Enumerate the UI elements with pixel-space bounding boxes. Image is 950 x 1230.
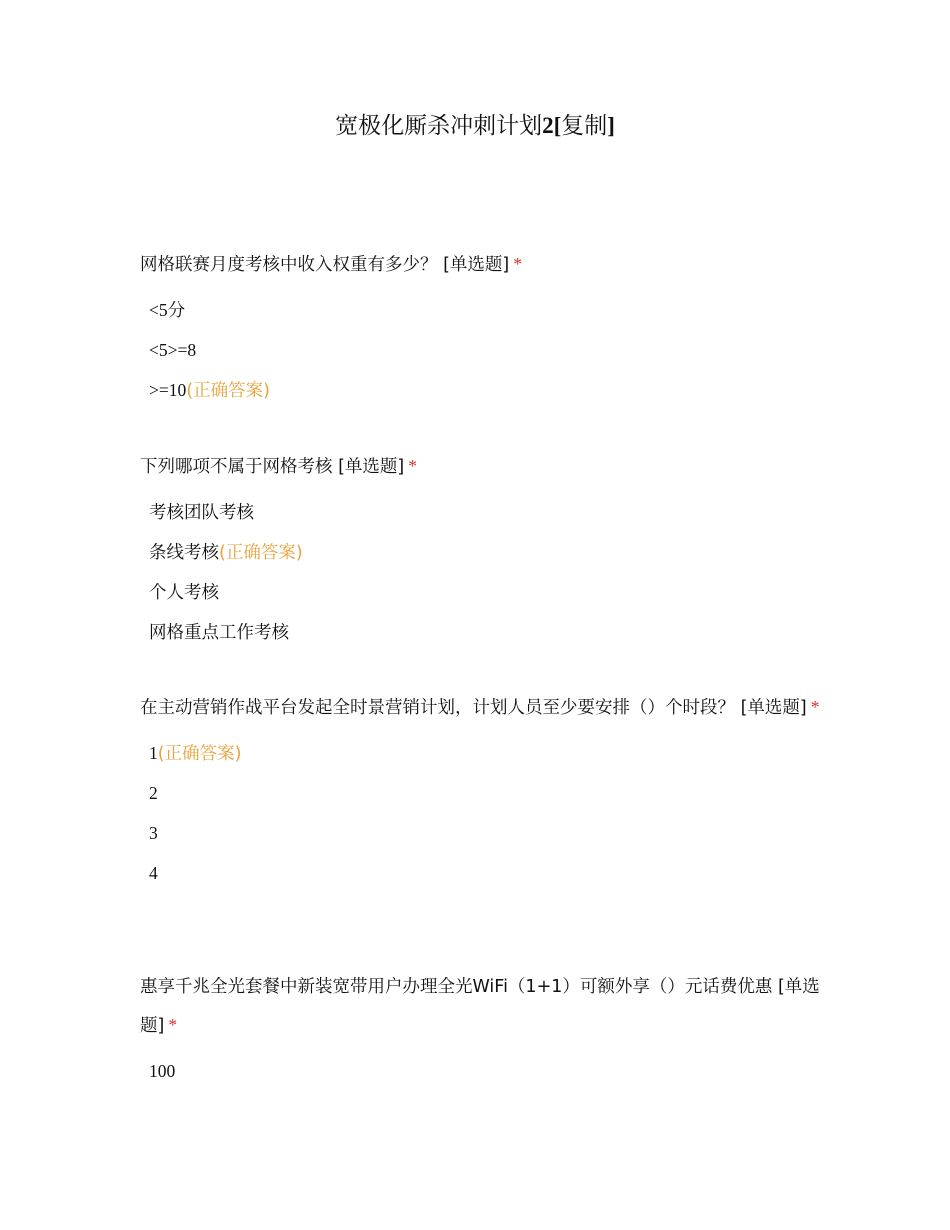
option-item[interactable] — [149, 330, 820, 370]
required-mark: * — [810, 697, 820, 717]
question-type-tag: [单选题] — [740, 698, 807, 718]
question-stem: 在主动营销作战平台发起全时景营销计划，计划人员至少要安排（）个时段？ — [140, 698, 735, 718]
question-1 — [140, 245, 820, 410]
question-3 — [140, 688, 820, 893]
question-type-tag: [单选题] — [338, 457, 405, 477]
question-4 — [140, 968, 820, 1091]
option-item[interactable] — [149, 572, 820, 612]
option-item[interactable] — [149, 532, 820, 572]
required-mark: * — [408, 456, 417, 476]
option-label: 1 — [149, 743, 158, 763]
option-label: 100 — [149, 1061, 176, 1081]
document-title — [0, 110, 950, 142]
required-mark: * — [168, 1015, 178, 1035]
question-text — [140, 688, 820, 727]
option-label: 网格重点工作考核 — [149, 623, 289, 643]
option-item[interactable] — [149, 773, 820, 813]
required-mark: * — [513, 254, 522, 274]
option-item[interactable] — [149, 492, 820, 532]
option-label: 条线考核 — [149, 543, 219, 563]
question-text — [140, 447, 820, 486]
option-label: 考核团队考核 — [149, 503, 254, 523]
question-text — [140, 968, 820, 1045]
question-2 — [140, 447, 820, 652]
title-close: ] — [607, 113, 615, 138]
correct-answer-marker: (正确答案) — [157, 744, 242, 764]
option-label: 2 — [149, 783, 158, 803]
question-stem: 网格联赛月度考核中收入权重有多少？ — [140, 255, 438, 275]
option-item[interactable] — [149, 733, 820, 773]
option-item[interactable] — [149, 370, 820, 410]
option-label: 3 — [149, 823, 158, 843]
option-label: 4 — [149, 863, 158, 883]
correct-answer-marker: (正确答案) — [219, 543, 303, 563]
option-item[interactable] — [149, 290, 820, 330]
question-stem: 惠享千兆全光套餐中新装宽带用户办理全光WiFi（1+1）可额外享（）元话费优惠 — [140, 977, 773, 997]
title-suffix: 复制 — [561, 113, 608, 139]
option-label: <5>=8 — [149, 340, 197, 360]
question-type-tag: [单选题] — [443, 255, 510, 275]
option-label: 个人考核 — [149, 583, 219, 603]
option-list — [140, 290, 820, 410]
option-item[interactable] — [149, 813, 820, 853]
option-item[interactable] — [149, 1051, 820, 1091]
correct-answer-marker: (正确答案) — [186, 381, 270, 401]
option-label: >=10 — [149, 380, 187, 400]
question-type-tag: [单选题] — [140, 977, 820, 1036]
option-label: <5分 — [149, 300, 186, 320]
option-list — [140, 492, 820, 652]
option-list — [140, 733, 820, 893]
title-number: 2[ — [542, 113, 562, 138]
question-text — [140, 245, 820, 284]
option-item[interactable] — [149, 612, 820, 652]
option-item[interactable] — [149, 853, 820, 893]
question-stem: 下列哪项不属于网格考核 — [140, 457, 333, 477]
option-list — [140, 1051, 820, 1091]
title-text: 宽极化厮杀冲刺计划 — [335, 113, 543, 139]
